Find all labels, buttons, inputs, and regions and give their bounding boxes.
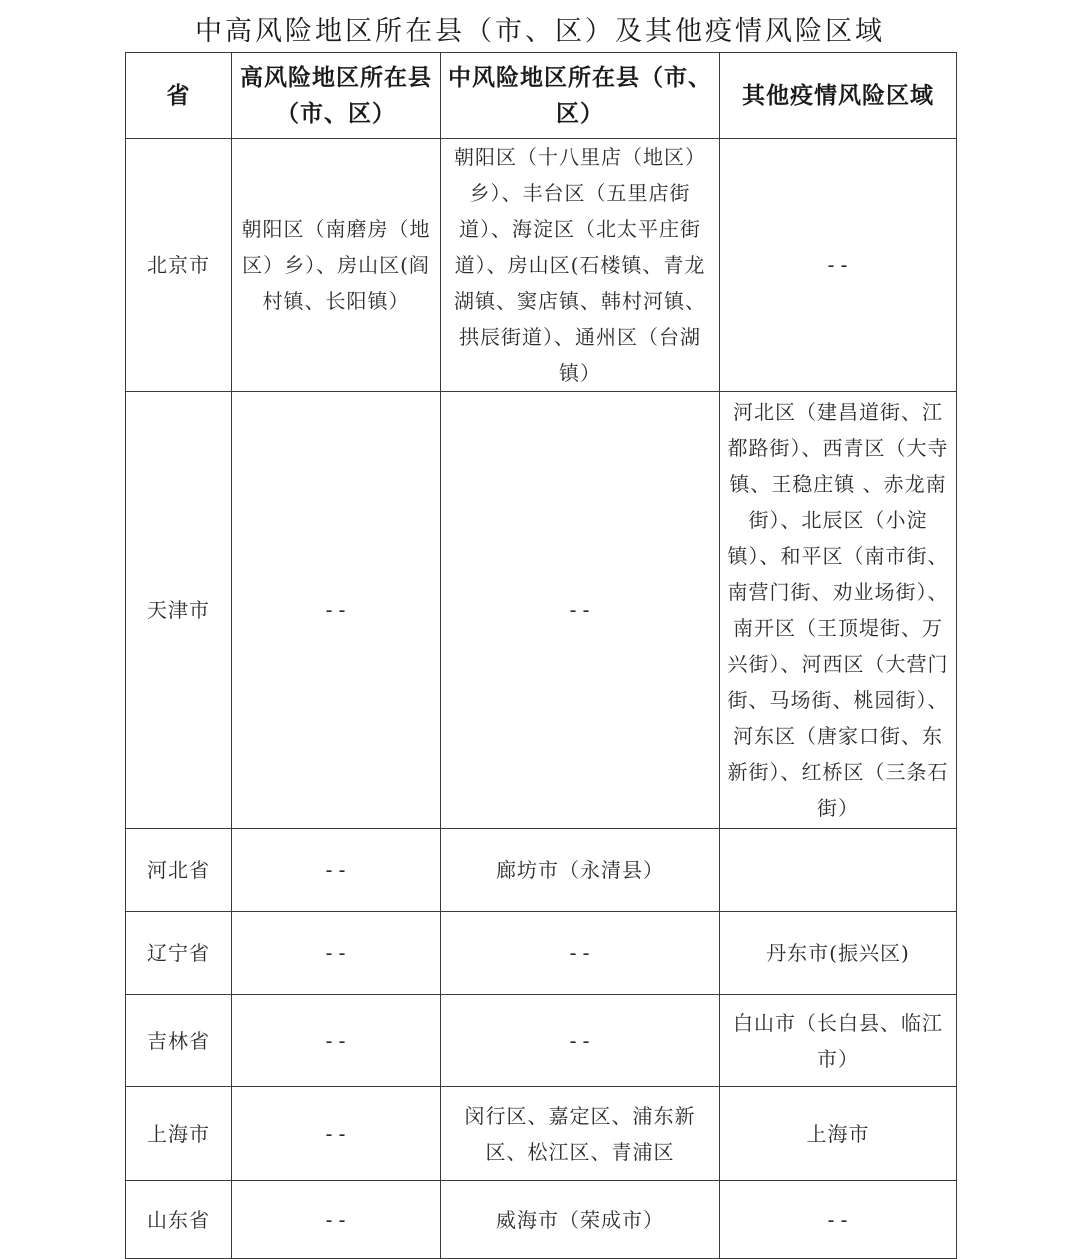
medium-risk-cell: --	[441, 995, 720, 1087]
other-risk-cell	[720, 829, 957, 912]
province-cell: 吉林省	[126, 995, 232, 1087]
table-row	[126, 912, 957, 995]
other-risk-cell: 丹东市(振兴区)	[720, 912, 957, 995]
high-risk-cell: 朝阳区（南磨房（地区）乡）、房山区(阎村镇、长阳镇）	[232, 139, 441, 392]
other-risk-cell: --	[720, 139, 957, 392]
table-row	[126, 995, 957, 1087]
province-cell: 山东省	[126, 1181, 232, 1259]
medium-risk-cell: --	[441, 912, 720, 995]
medium-risk-cell: 朝阳区（十八里店（地区）乡）、丰台区（五里店街道）、海淀区（北太平庄街道）、房山区(石楼镇、青龙湖镇、窦店镇、韩村河镇、拱辰街道）、通州区（台湖镇）	[441, 139, 720, 392]
province-cell: 上海市	[126, 1087, 232, 1181]
header-high-risk: 高风险地区所在县（市、区）	[232, 53, 441, 139]
risk-area-table	[125, 52, 957, 1259]
other-risk-cell: 河北区（建昌道街、江都路街）、西青区（大寺镇、王稳庄镇 、赤龙南街）、北辰区（小淀镇）、和平区（南市街、南营门街、劝业场街）、南开区（王顶堤街、万兴街）、河西区（大营门街、马场街、桃园街）、河东区（唐家口街、东新街）、红桥区（三条石街）	[720, 392, 957, 829]
other-risk-cell: --	[720, 1181, 957, 1259]
document-title: 中高风险地区所在县（市、区）及其他疫情风险区域	[195, 16, 885, 47]
other-risk-cell: 上海市	[720, 1087, 957, 1181]
medium-risk-cell: 威海市（荣成市）	[441, 1181, 720, 1259]
table-header-row	[126, 53, 957, 139]
high-risk-cell: --	[232, 392, 441, 829]
high-risk-cell: --	[232, 912, 441, 995]
other-risk-cell: 白山市（长白县、临江市）	[720, 995, 957, 1087]
high-risk-cell: --	[232, 1181, 441, 1259]
province-cell: 河北省	[126, 829, 232, 912]
table-row	[126, 1181, 957, 1259]
table-row	[126, 1087, 957, 1181]
medium-risk-cell: 廊坊市（永清县）	[441, 829, 720, 912]
province-cell: 辽宁省	[126, 912, 232, 995]
high-risk-cell: --	[232, 995, 441, 1087]
table-row	[126, 392, 957, 829]
province-cell: 北京市	[126, 139, 232, 392]
header-province: 省	[126, 53, 232, 139]
header-medium-risk: 中风险地区所在县（市、区）	[441, 53, 720, 139]
high-risk-cell: --	[232, 1087, 441, 1181]
table-row	[126, 139, 957, 392]
high-risk-cell: --	[232, 829, 441, 912]
medium-risk-cell: --	[441, 392, 720, 829]
province-cell: 天津市	[126, 392, 232, 829]
medium-risk-cell: 闵行区、嘉定区、浦东新区、松江区、青浦区	[441, 1087, 720, 1181]
table-row	[126, 829, 957, 912]
header-other-risk: 其他疫情风险区域	[720, 53, 957, 139]
